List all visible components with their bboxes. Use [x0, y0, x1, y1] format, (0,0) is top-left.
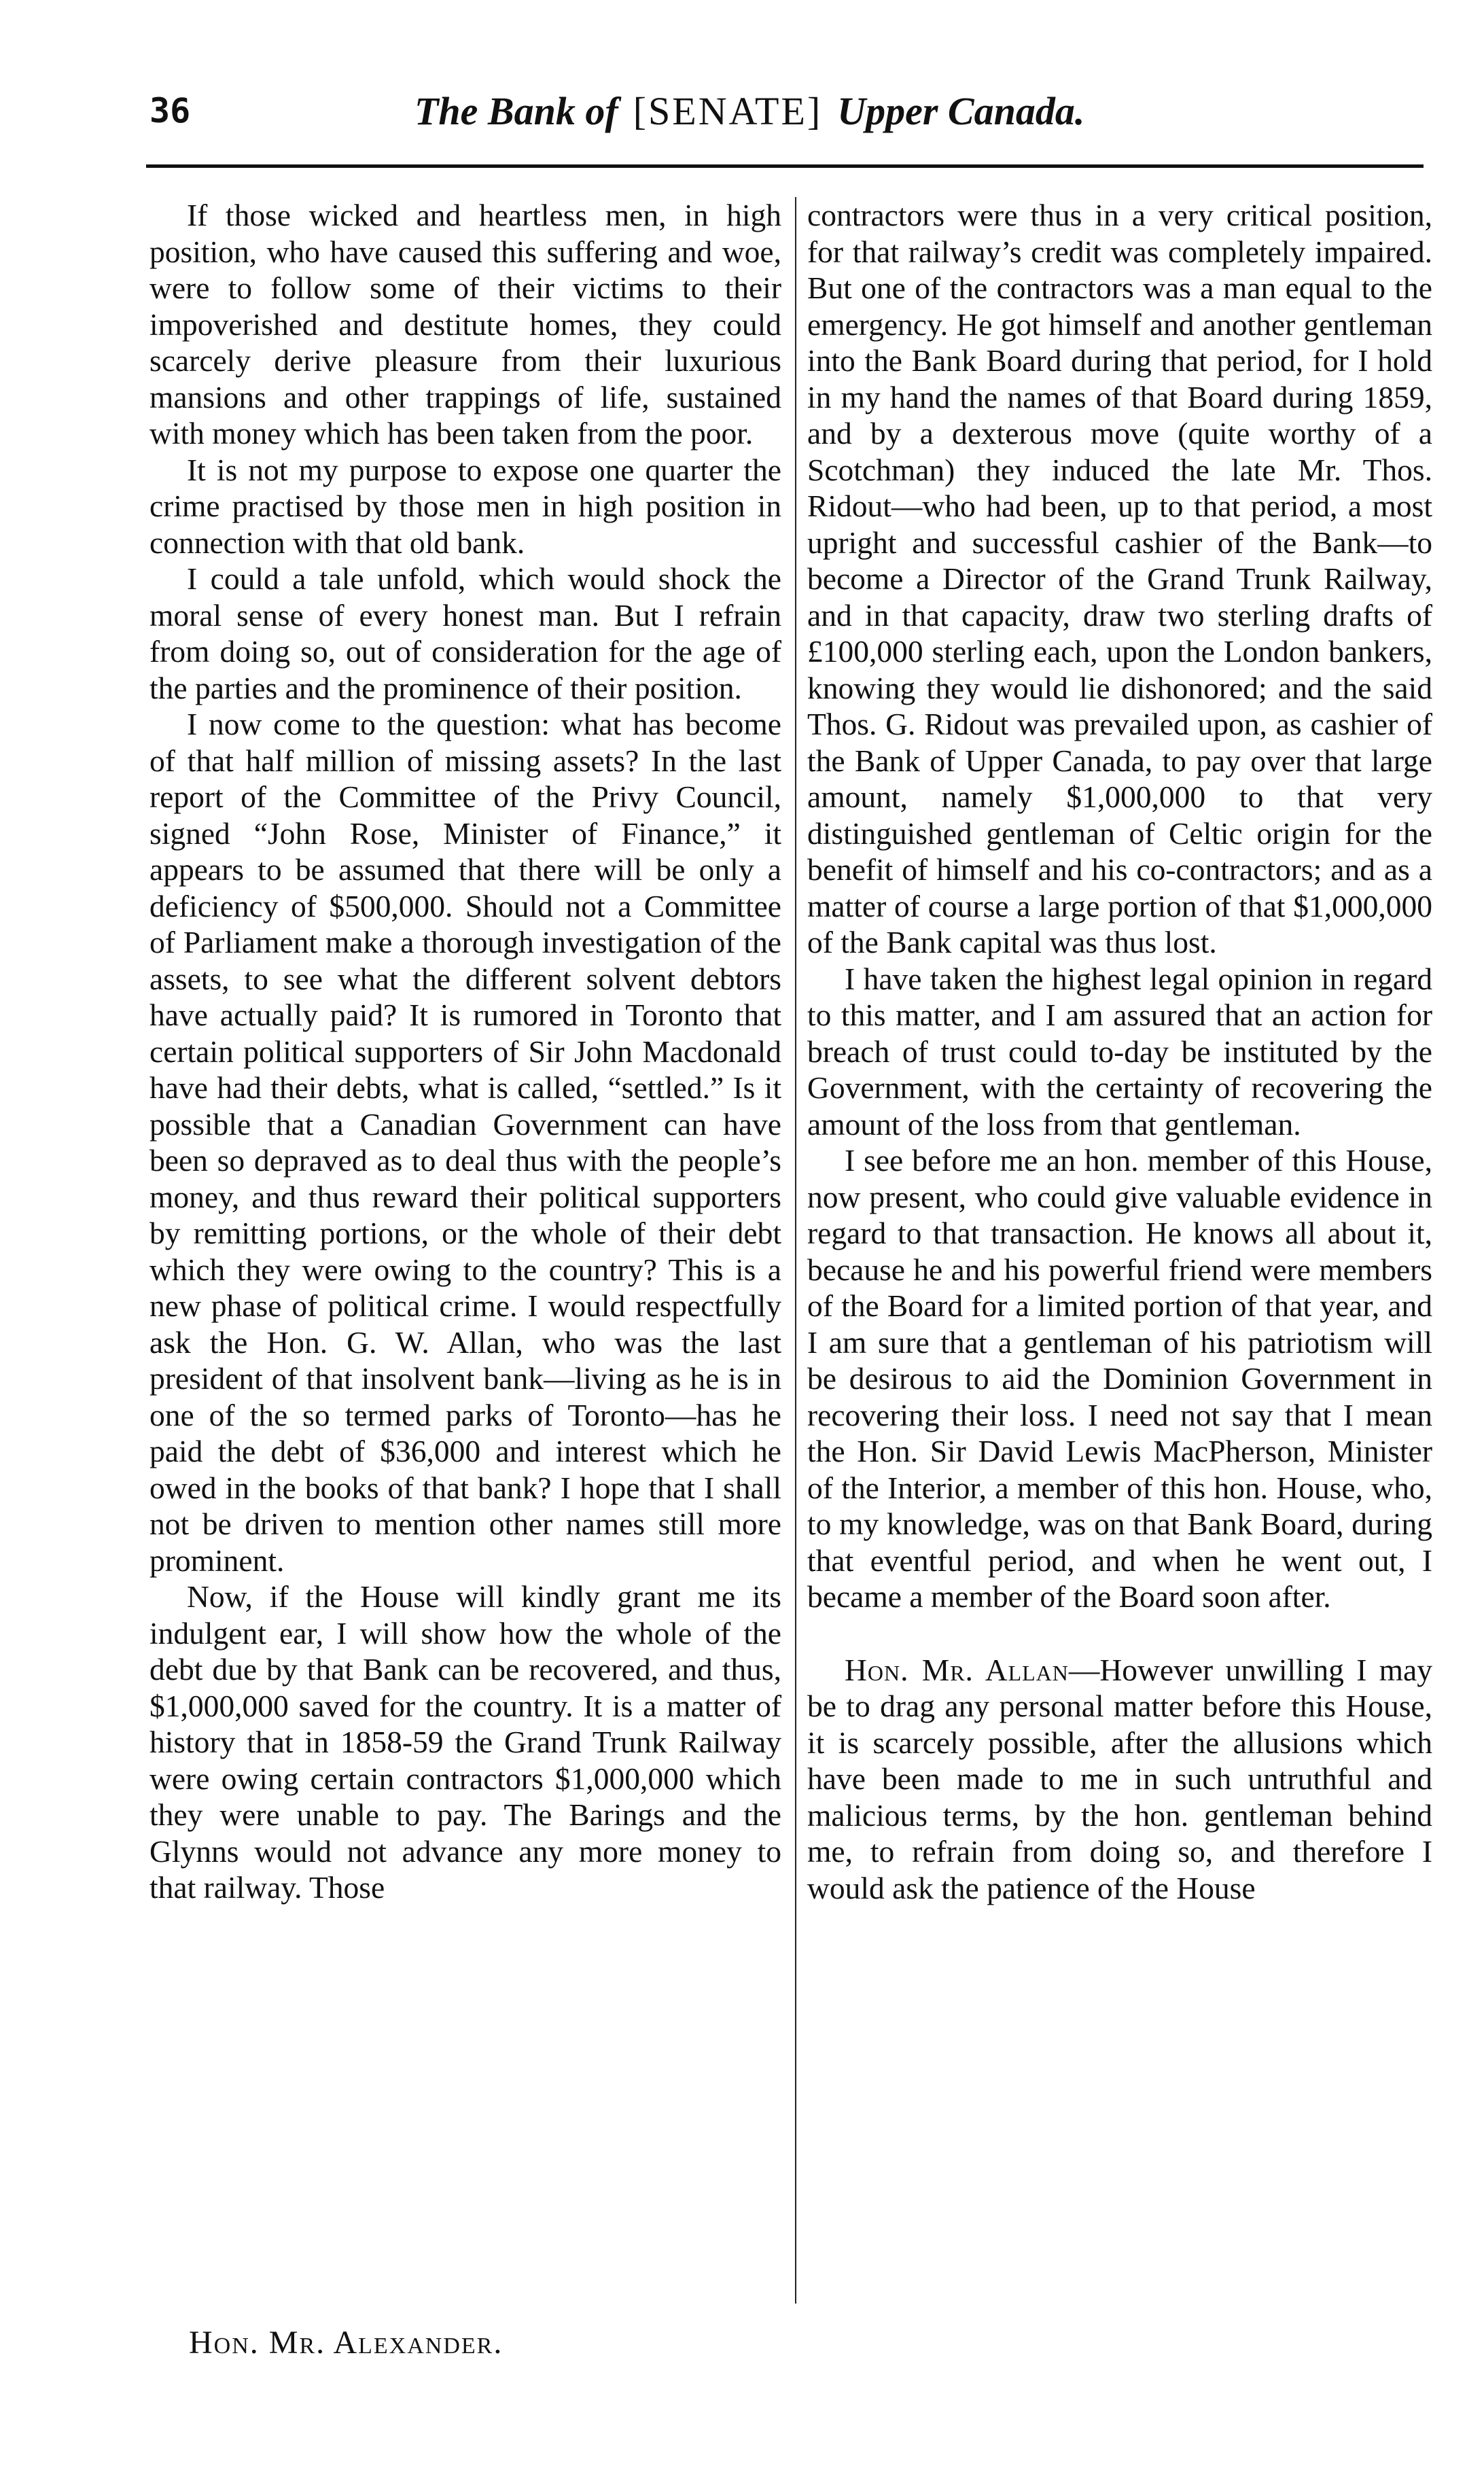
- left-paragraph-4: I now come to the question: what has become of that half million of missing assets? In the last report of the Committee of the Privy Council, signed “John Rose, Minister of Finance,” it appears to be assumed that there will be only a deficiency of $500,000. Should not a Committee of Parliament make a thorough investigation of the assets, to see what the different solvent debtors have actually paid? It is rumored in Toronto that certain political supporters of Sir John Macdonald have had their debts, what is called, “settled.” Is it possible that a Canadian Government can have been so depraved as to deal thus with the people’s money, and thus reward their political supporters by remitting portions, or the whole of their debt which they were owing to the country? This is a new phase of political crime. I would respectfully ask the Hon. G. W. Allan, who was the last president of that insolvent bank—living as he is in one of the so termed parks of Toronto—has he paid the debt of $36,000 and interest which he owed in the books of that bank? I hope that I shall not be driven to mention other names still more prominent.: [149, 707, 781, 1578]
- running-title: [414, 88, 1084, 134]
- running-title-part-1: The Bank of: [414, 89, 618, 133]
- left-paragraph-2: It is not my purpose to expose one quarter the crime practised by those men in high position in connection with that old bank.: [149, 452, 781, 560]
- page-number: 36: [149, 91, 191, 130]
- right-paragraph-3: I see before me an hon. member of this House, now present, who could give valuable evidence in regard to that transaction. He knows all about it, because he and his powerful friend were members of the Board for a limited portion of that year, and I am sure that a gentleman of his patriotism will be desirous to aid the Dominion Government in recovering their loss. I need not say that I mean the Hon. Sir David Lewis MacPherson, Minister of the Interior, a member of this hon. House, who, to my knowledge, was on that Bank Board, during that eventful period, and when he went out, I became a member of the Board soon after.: [807, 1143, 1432, 1614]
- running-title-part-2: Upper Canada.: [837, 89, 1085, 133]
- page-header: [143, 75, 1434, 136]
- speaker-remarks: —However unwilling I may be to drag any personal matter before this House, it is scarcely possible, after the allusions which have been made to me in such untruthful and malicious terms, by the hon. gentleman behind me, to refrain from doing so, and therefore I would ask the patience of the House: [807, 1652, 1432, 1905]
- right-paragraph-4: [807, 1652, 1432, 1907]
- right-column: [807, 197, 1432, 1906]
- left-paragraph-5: Now, if the House will kindly grant me its indulgent ear, I will show how the whole of the debt due by that Bank can be recovered, and thus, $1,000,000 saved for the country. It is a matter of history that in 1858-59 the Grand Trunk Railway were owing certain contractors $1,000,000 which they were unable to pay. The Barings and the Glynns would not advance any more money to that railway. Those: [149, 1579, 781, 1905]
- speaker-name: Hon. Mr. Allan: [845, 1652, 1069, 1687]
- running-title-chamber: [SENATE]: [633, 89, 823, 133]
- column-divider: [795, 197, 796, 2304]
- footer-speaker-label: Hon. Mr. Alexander.: [189, 2325, 504, 2361]
- right-paragraph-1: contractors were thus in a very critical position, for that railway’s credit was completely impaired. But one of the contractors was a man equal to the emergency. He got himself and another gentleman into the Bank Board during that period, for I hold in my hand the names of that Board during 1859, and by a dexterous move (quite worthy of a Scotchman) they induced the late Mr. Thos. Ridout—who had been, up to that period, a most upright and successful cashier of the Bank—to become a Director of the Grand Trunk Railway, and in that capacity, draw two sterling drafts of £100,000 sterling each, upon the London bankers, knowing they would lie dishonored; and the said Thos. G. Ridout was prevailed upon, as cashier of the Bank of Upper Canada, to pay over that large amount, namely $1,000,000 to that very distinguished gentleman of Celtic origin for the benefit of himself and his co-contractors; and as a matter of course a large portion of that $1,000,000 of the Bank capital was thus lost.: [807, 198, 1432, 959]
- left-paragraph-3: I could a tale unfold, which would shock the moral sense of every honest man. But I refrain from doing so, out of consideration for the age of the parties and the prominence of their position.: [149, 561, 781, 705]
- left-paragraph-1: If those wicked and heartless men, in high position, who have caused this suffering and woe, were to follow some of their victims to their impoverished and destitute homes, they could scarcely derive pleasure from their luxurious mansions and other trappings of life, sustained with money which has been taken from the poor.: [149, 198, 781, 451]
- left-column: [149, 197, 781, 1906]
- right-paragraph-2: I have taken the highest legal opinion in regard to this matter, and I am assured that an action for breach of trust could to-day be instituted by the Government, with the certainty of recovering the amount of the loss from that gentleman.: [807, 961, 1432, 1142]
- header-rule: [146, 164, 1424, 168]
